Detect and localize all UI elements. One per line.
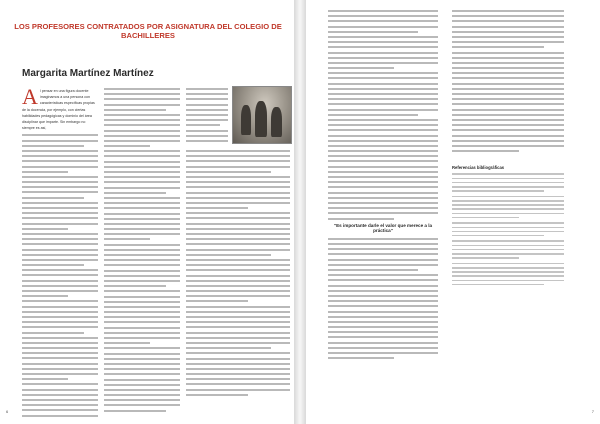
lead-text: l pensar en una figura docente imaginamos a una persona con características específicas propias de la docencia, por ejemplo, con ciertas habilidades pedagógicas y dominio del área disciplinar que imparte. Sin embargo no siempre es así, (22, 89, 95, 131)
right-body-column-1 (328, 10, 438, 362)
book-gutter (294, 0, 306, 424)
body-column-3 (186, 88, 228, 145)
drop-cap: A (22, 84, 38, 109)
reference-item (452, 173, 564, 191)
body-column-1 (22, 84, 98, 420)
right-body-column-2 (452, 10, 564, 289)
author-name: Margarita Martínez Martínez (22, 68, 154, 79)
page-number-left: 6 (6, 409, 9, 414)
reference-item (452, 240, 564, 258)
lead-paragraph (22, 84, 98, 131)
reference-item (452, 263, 564, 286)
reference-item (452, 222, 564, 236)
article-title: LOS PROFESORES CONTRATADOS POR ASIGNATURA DEL COLEGIO DE BACHILLERES (14, 22, 282, 40)
reference-item (452, 196, 564, 219)
left-page (0, 0, 294, 424)
right-page (306, 0, 600, 424)
pull-quote: "Es importante darle el valor que merece a la práctica" (333, 222, 433, 234)
historical-photo (232, 86, 292, 144)
references-heading: Referencias bibliográficas (452, 165, 505, 171)
body-column-3-lower (186, 150, 290, 399)
page-number-right: 7 (591, 409, 594, 414)
body-column-2 (104, 88, 180, 415)
